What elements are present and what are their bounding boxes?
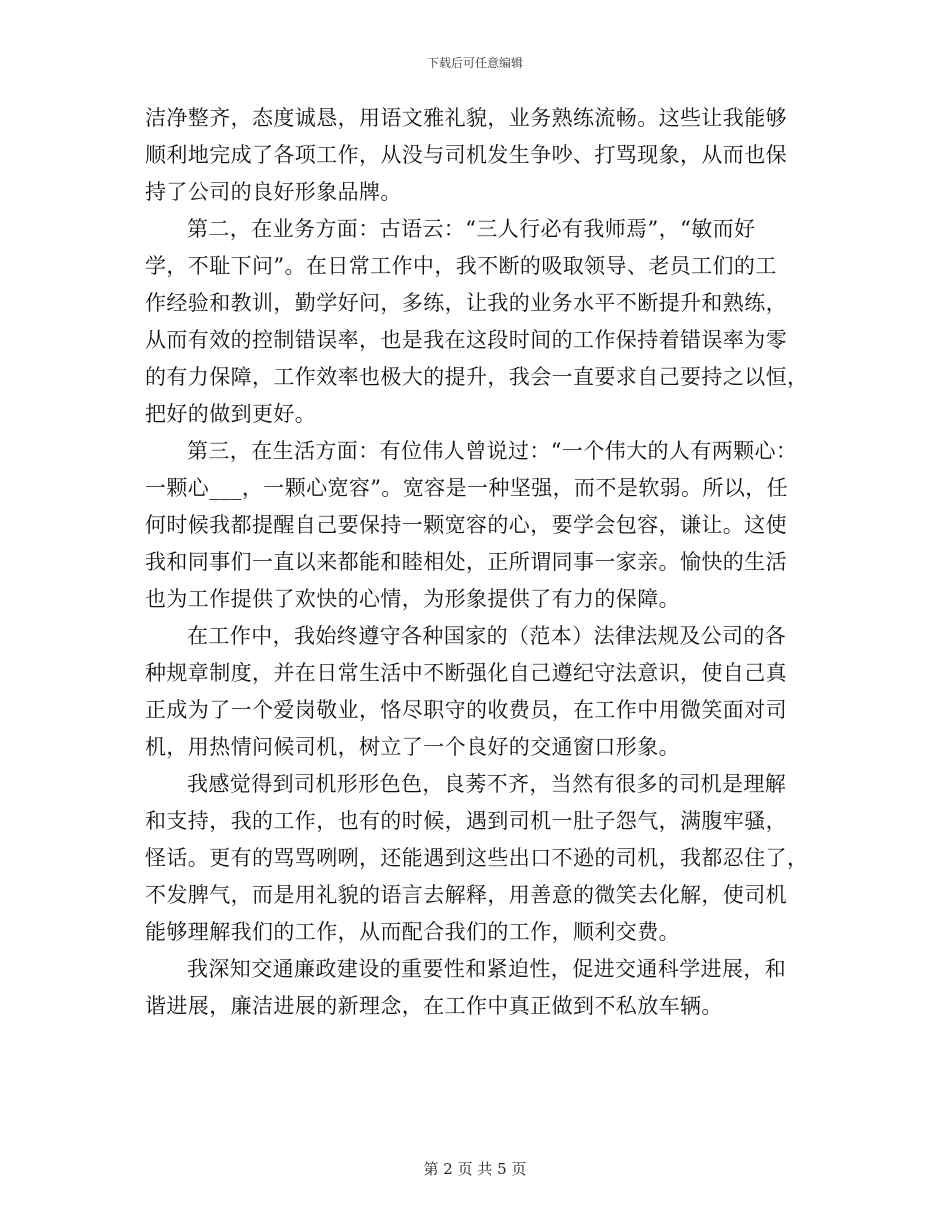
text-line: 我深知交通廉政建设的重要性和紧迫性，促进交通科学进展，和 <box>187 957 787 981</box>
text-line: 学，不耻下问”。在日常工作中，我不断的吸取领导、老员工们的工 <box>145 254 777 278</box>
text-line: 正成为了一个爱岗敬业，恪尽职守的收费员，在工作中用微笑面对司 <box>145 698 787 722</box>
text-line: 顺利地完成了各项工作，从没与司机发生争吵、打骂现象，从而也保 <box>145 143 787 167</box>
document-body <box>145 100 809 1025</box>
page-header: 下载后可任意编辑 <box>426 56 523 70</box>
text-line: 种规章制度，并在日常生活中不断强化自己遵纪守法意识，使自己真 <box>145 661 787 685</box>
text-line: 怪话。更有的骂骂咧咧，还能遇到这些出口不逊的司机，我都忍住了， <box>145 846 809 870</box>
paragraph <box>145 951 805 1025</box>
paragraph <box>145 100 805 211</box>
text-line: 一颗心___，一颗心宽容”。宽容是一种坚强，而不是软弱。所以，任 <box>145 476 789 500</box>
text-line: 第三，在生活方面：有位伟人曾说过：“一个伟大的人有两颗心： <box>187 439 798 463</box>
text-line: 谐进展，廉洁进展的新理念，在工作中真正做到不私放车辆。 <box>145 994 723 1018</box>
paragraph <box>145 433 805 618</box>
text-line: 从而有效的控制错误率，也是我在这段时间的工作保持着错误率为零 <box>145 328 787 352</box>
paragraph <box>145 766 809 951</box>
text-line: 机，用热情问候司机，树立了一个良好的交通窗口形象。 <box>145 735 680 759</box>
text-line: 的有力保障，工作效率也极大的提升，我会一直要求自己要持之以恒， <box>145 365 809 389</box>
text-line: 我感觉得到司机形形色色，良莠不齐，当然有很多的司机是理解 <box>187 772 787 796</box>
text-line: 洁净整齐，态度诚恳，用语文雅礼貌，业务熟练流畅。这些让我能够 <box>145 106 787 130</box>
text-line: 持了公司的良好形象品牌。 <box>145 180 402 204</box>
text-line: 也为工作提供了欢快的心情，为形象提供了有力的保障。 <box>145 587 680 611</box>
text-line: 能够理解我们的工作，从而配合我们的工作，顺利交费。 <box>145 920 680 944</box>
text-line: 何时候我都提醒自己要保持一颗宽容的心，要学会包容，谦让。这使 <box>145 513 787 537</box>
paragraph <box>145 211 809 433</box>
paragraph <box>145 618 805 766</box>
text-line: 和支持，我的工作，也有的时候，遇到司机一肚子怨气，满腹牢骚， <box>145 809 787 833</box>
text-line: 在工作中，我始终遵守各种国家的（范本）法律法规及公司的各 <box>187 624 787 648</box>
text-line: 不发脾气，而是用礼貌的语言去解释，用善意的微笑去化解，使司机 <box>145 883 787 907</box>
text-line: 第二，在业务方面：古语云：“三人行必有我师焉”，“敏而好 <box>187 217 756 241</box>
text-line: 我和同事们一直以来都能和睦相处，正所谓同事一家亲。愉快的生活 <box>145 550 787 574</box>
text-line: 把好的做到更好。 <box>145 402 317 426</box>
page-number: 第 2 页 共 5 页 <box>423 1160 527 1178</box>
text-line: 作经验和教训，勤学好问，多练，让我的业务水平不断提升和熟练， <box>145 291 787 315</box>
